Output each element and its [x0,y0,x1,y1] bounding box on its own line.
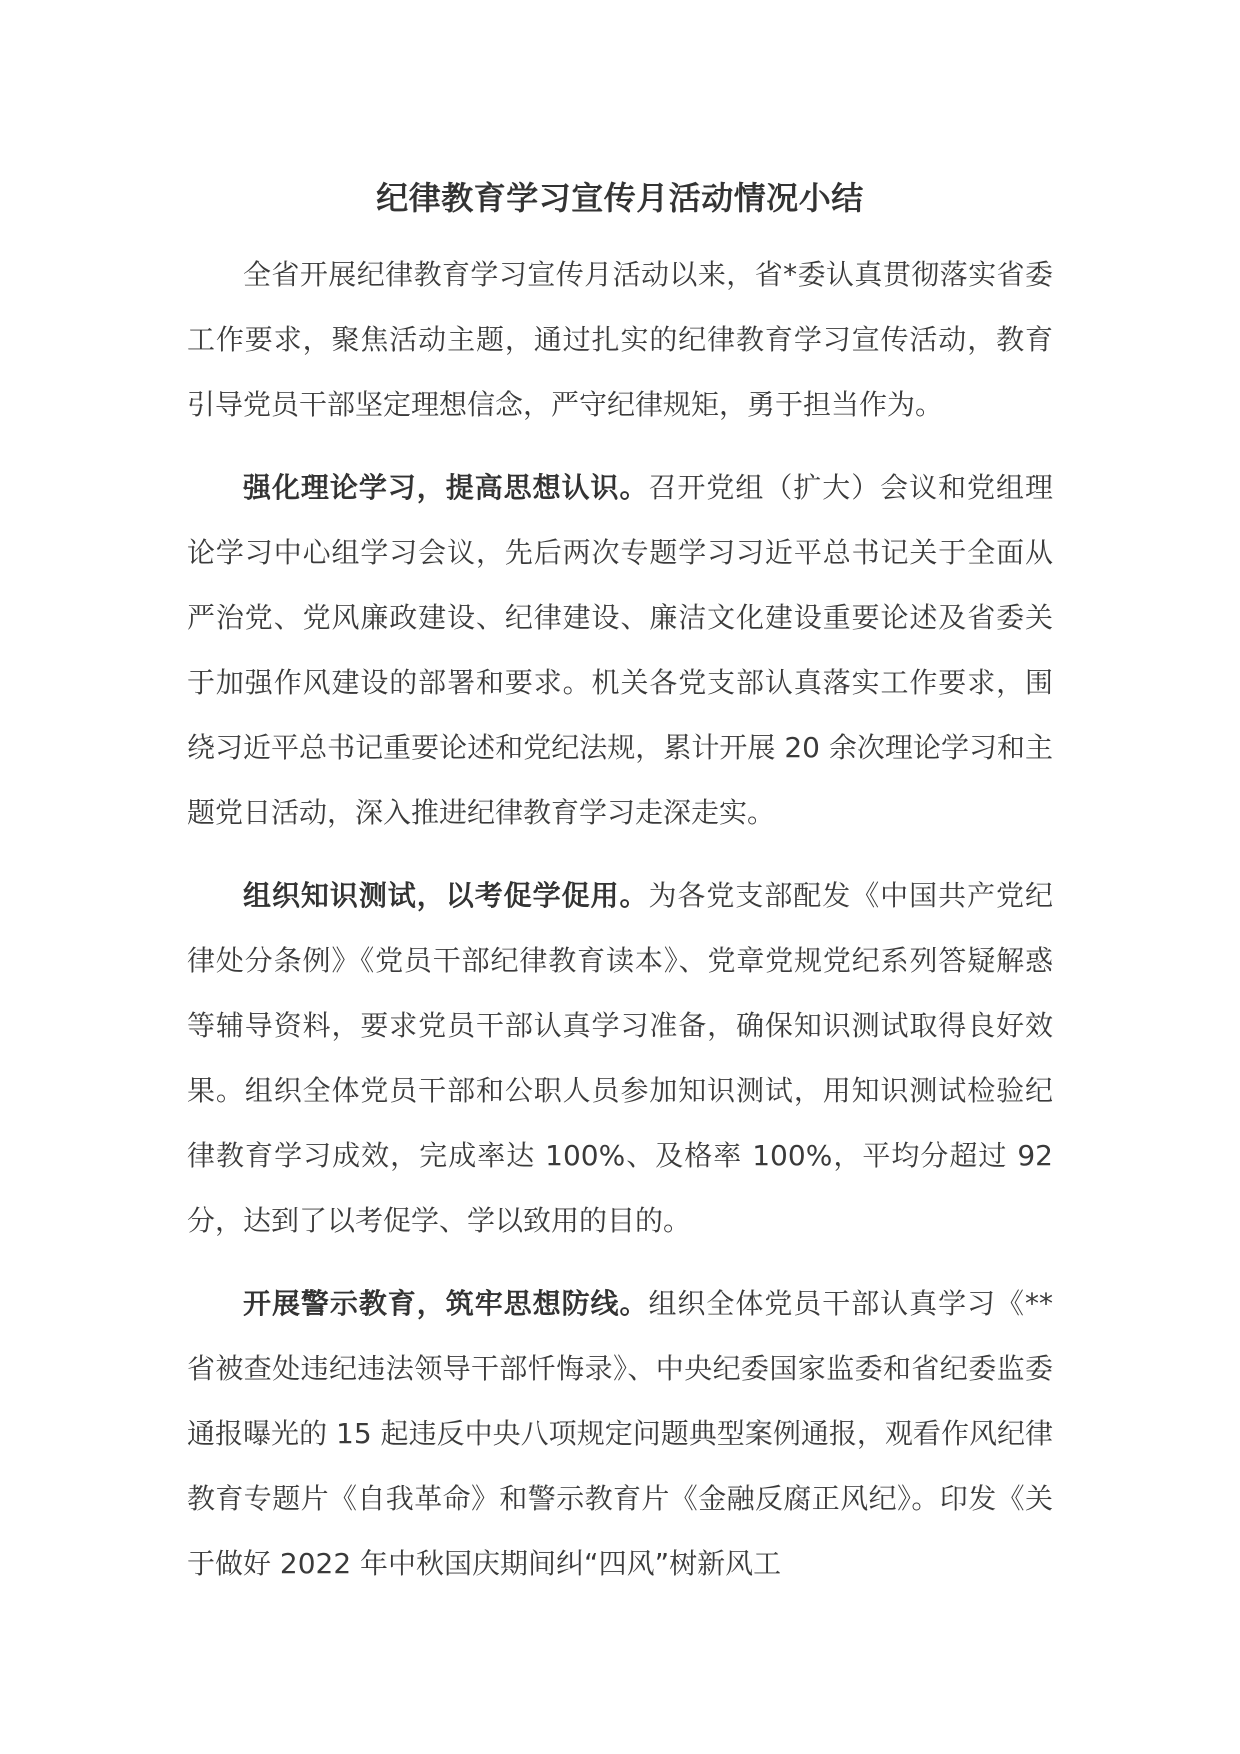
section-paragraph-theory-study [187,455,1053,845]
intro-paragraph: 全省开展纪律教育学习宣传月活动以来，省*委认真贯彻落实省委工作要求，聚焦活动主题，通过扎实的纪律教育学习宣传活动，教育引导党员干部坚定理想信念，严守纪律规矩，勇于担当作为。 [187,258,1053,421]
section-heading: 强化理论学习，提高思想认识。 [243,471,649,504]
document-page [187,168,1053,1614]
section-paragraph-warning-education [187,1271,1053,1596]
section-body: 召开党组（扩大）会议和党组理论学习中心组学习会议，先后两次专题学习习近平总书记关于全面从严治党、党风廉政建设、纪律建设、廉洁文化建设重要论述及省委关于加强作风建设的部署和要求。机关各党支部认真落实工作要求，围绕习近平总书记重要论述和党纪法规，累计开展 20 余次理论学习和主题党日活动，深入推进纪律教育学习走深走实。 [187,471,1053,829]
section-heading: 组织知识测试，以考促学促用。 [243,879,649,912]
section-body: 为各党支部配发《中国共产党纪律处分条例》《党员干部纪律教育读本》、党章党规党纪系列答疑解惑等辅导资料，要求党员干部认真学习准备，确保知识测试取得良好效果。组织全体党员干部和公职人员参加知识测试，用知识测试检验纪律教育学习成效，完成率达 100%、及格率 100%，平均分超过 92 分，达到了以考促学、学以致用的目的。 [187,879,1053,1237]
document-title: 纪律教育学习宣传月活动情况小结 [376,179,864,217]
section-body: 组织全体党员干部认真学习《**省被查处违纪违法领导干部忏悔录》、中央纪委国家监委和省纪委监委通报曝光的 15 起违反中央八项规定问题典型案例通报，观看作风纪律教育专题片《自我革命》和警示教育片《金融反腐正风纪》。印发《关于做好 2022 年中秋国庆期间纠“四风”树新风工 [187,1287,1053,1580]
section-heading: 开展警示教育，筑牢思想防线。 [243,1287,649,1320]
section-paragraph-knowledge-test [187,863,1053,1253]
